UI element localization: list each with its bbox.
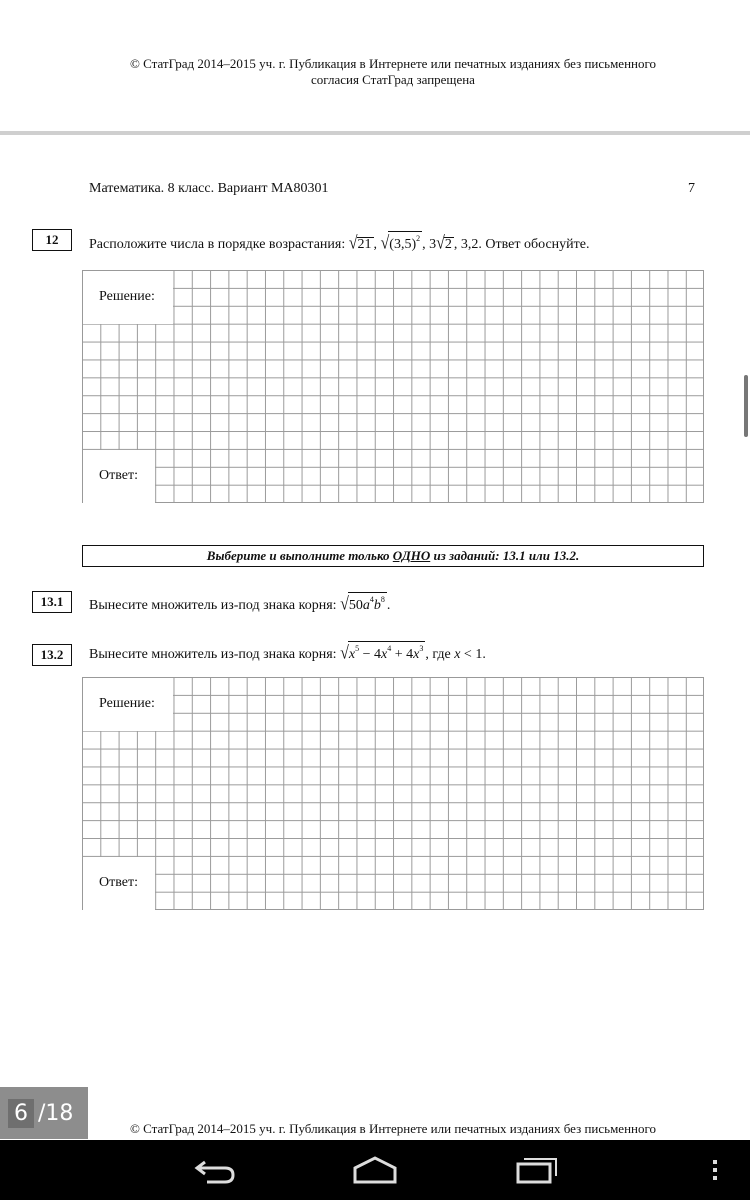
task-13-1-text: Вынесите множитель из-под знака корня: $√50a^4b^8$ .	[89, 592, 390, 615]
task-12-tail: , 3,2. Ответ обоснуйте.	[453, 237, 590, 252]
solution-label: Решение:	[99, 696, 155, 711]
recents-icon[interactable]	[510, 1154, 562, 1186]
task-13-2-text: Вынесите множитель из-под знака корня: $√x^5 - 4x^4 + 4x^3$ , где x < 1.	[89, 641, 486, 664]
page-divider	[0, 131, 750, 135]
android-navbar	[0, 1140, 750, 1200]
back-icon[interactable]	[189, 1154, 241, 1186]
scrollbar-thumb[interactable]	[744, 375, 748, 437]
solution-label-cell	[83, 678, 173, 731]
solution-label: Решение:	[99, 289, 155, 304]
banner-emphasis: ОДНО	[392, 548, 431, 563]
task-12-root-base: (3,5)	[389, 237, 417, 252]
home-icon[interactable]	[349, 1154, 401, 1186]
copyright-line-2: согласия СтатГрад запрещена	[311, 72, 475, 87]
task-12-root-21: 21	[357, 237, 372, 252]
answer-label: Ответ:	[99, 468, 138, 483]
copyright-bottom: © СтатГрад 2014–2015 уч. г. Публикация в Интернете или печатных изданиях без письменного	[130, 1121, 656, 1136]
answer-label-cell	[83, 857, 155, 910]
task-12-text: Расположите числа в порядке возрастания: √21 , $√(3,5)^2$ , 3√2 , 3,2. Ответ обоснуйте.	[89, 231, 590, 254]
copyright-line-1: © СтатГрад 2014–2015 уч. г. Публикация в Интернете или печатных изданиях без письменного	[130, 56, 656, 71]
page-counter[interactable]	[0, 1087, 88, 1139]
task-13-1-prefix: Вынесите множитель из-под знака корня:	[89, 598, 337, 613]
answer-label-cell	[83, 450, 155, 503]
solution-label-cell	[83, 271, 173, 324]
menu-icon[interactable]	[700, 1154, 730, 1186]
total-pages: /18	[38, 1100, 74, 1126]
task-12-coef: 3	[429, 237, 437, 252]
solution-grid-13[interactable]	[82, 677, 704, 910]
task-12-root-2: 2	[444, 237, 452, 252]
current-page: 6	[8, 1099, 34, 1128]
solution-grid-12[interactable]	[82, 270, 704, 503]
page-number: 7	[688, 181, 695, 196]
task-12-prefix: Расположите числа в порядке возрастания:	[89, 237, 346, 252]
answer-label: Ответ:	[99, 875, 138, 890]
choose-one-banner: Выберите и выполните только ОДНО из заданий: 13.1 или 13.2.	[82, 545, 704, 567]
task-13-1-number: 13.1	[32, 591, 72, 613]
copyright-top	[0, 56, 750, 88]
task-13-2-prefix: Вынесите множитель из-под знака корня:	[89, 647, 337, 662]
task-12-root-exp: 2	[416, 234, 421, 243]
task-12-number: 12	[32, 229, 72, 251]
task-13-2-number: 13.2	[32, 644, 72, 666]
running-head: Математика. 8 класс. Вариант МА80301	[89, 181, 329, 196]
